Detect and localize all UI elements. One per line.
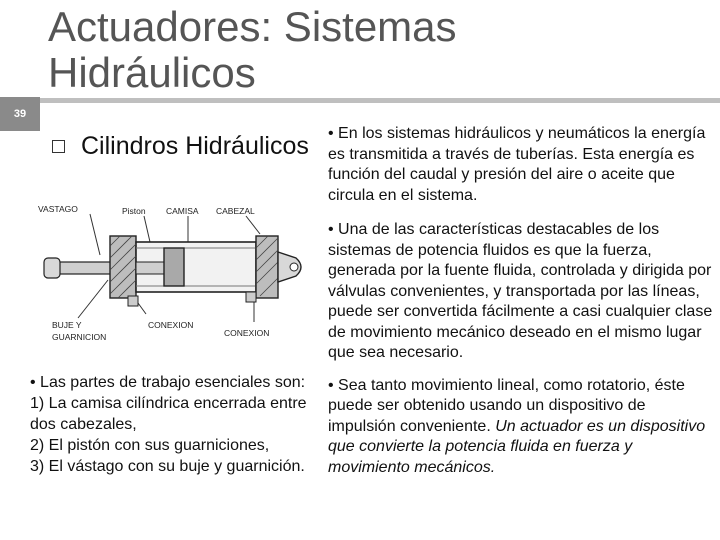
square-bullet-icon — [52, 140, 65, 153]
label-conexion-left: CONEXION — [148, 320, 194, 330]
paragraph-actuator-normal: • Sea tanto movimiento lineal, como rotatorio, éste puede ser obtenido usando un dispositivo de impulsión conveniente. — [328, 376, 685, 435]
slide-title: Actuadores: Sistemas Hidráulicos — [48, 3, 457, 96]
label-cabezal: CABEZAL — [216, 206, 255, 216]
actuator-definition: Un actuador es un dispositivo que convierte la potencia fluida en fuerza y movimiento mecánicos. — [328, 417, 706, 476]
title-divider — [40, 98, 720, 103]
paragraph-actuator — [328, 376, 716, 479]
label-buje-line1: BUJE Y — [52, 320, 82, 330]
label-buje-line2: GUARNICION — [52, 332, 107, 342]
label-piston: Piston — [122, 206, 146, 216]
label-camisa: CAMISA — [166, 206, 199, 216]
subheading: Cilindros Hidráulicos — [81, 131, 309, 160]
label-conexion-right: CONEXION — [224, 328, 270, 338]
left-text-column — [30, 372, 320, 477]
right-text-column — [328, 124, 716, 490]
paragraph-energy: • En los sistemas hidráulicos y neumáticos la energía es transmitida a través de tuberías. Esta energía es función del caudal y presión del aire o aceite que circula en el sistema. — [328, 125, 706, 204]
part-item-1: 1) La camisa cilíndrica encerrada entre dos cabezales, — [30, 395, 307, 433]
subheading-row — [46, 128, 309, 164]
slide-number: 39 — [0, 97, 40, 131]
hydraulic-cylinder-diagram — [38, 200, 320, 360]
label-vastago: VASTAGO — [38, 204, 78, 214]
part-item-3: 3) El vástago con su buje y guarnición. — [30, 458, 305, 475]
parts-intro: • Las partes de trabajo esenciales son: — [30, 374, 306, 391]
part-item-2: 2) El pistón con sus guarniciones, — [30, 437, 270, 454]
paragraph-fluid-power: • Una de las características destacables de los sistemas de potencia fluidos es que la fuerza, generada por la fuente fluida, controlada y dirigida por válvulas convenientes, y transportada por las líneas, puede ser convertida fácilmente a casi cualquier clase de movimiento mecánico deseado en el mismo lugar que sea necesario. — [328, 221, 713, 361]
